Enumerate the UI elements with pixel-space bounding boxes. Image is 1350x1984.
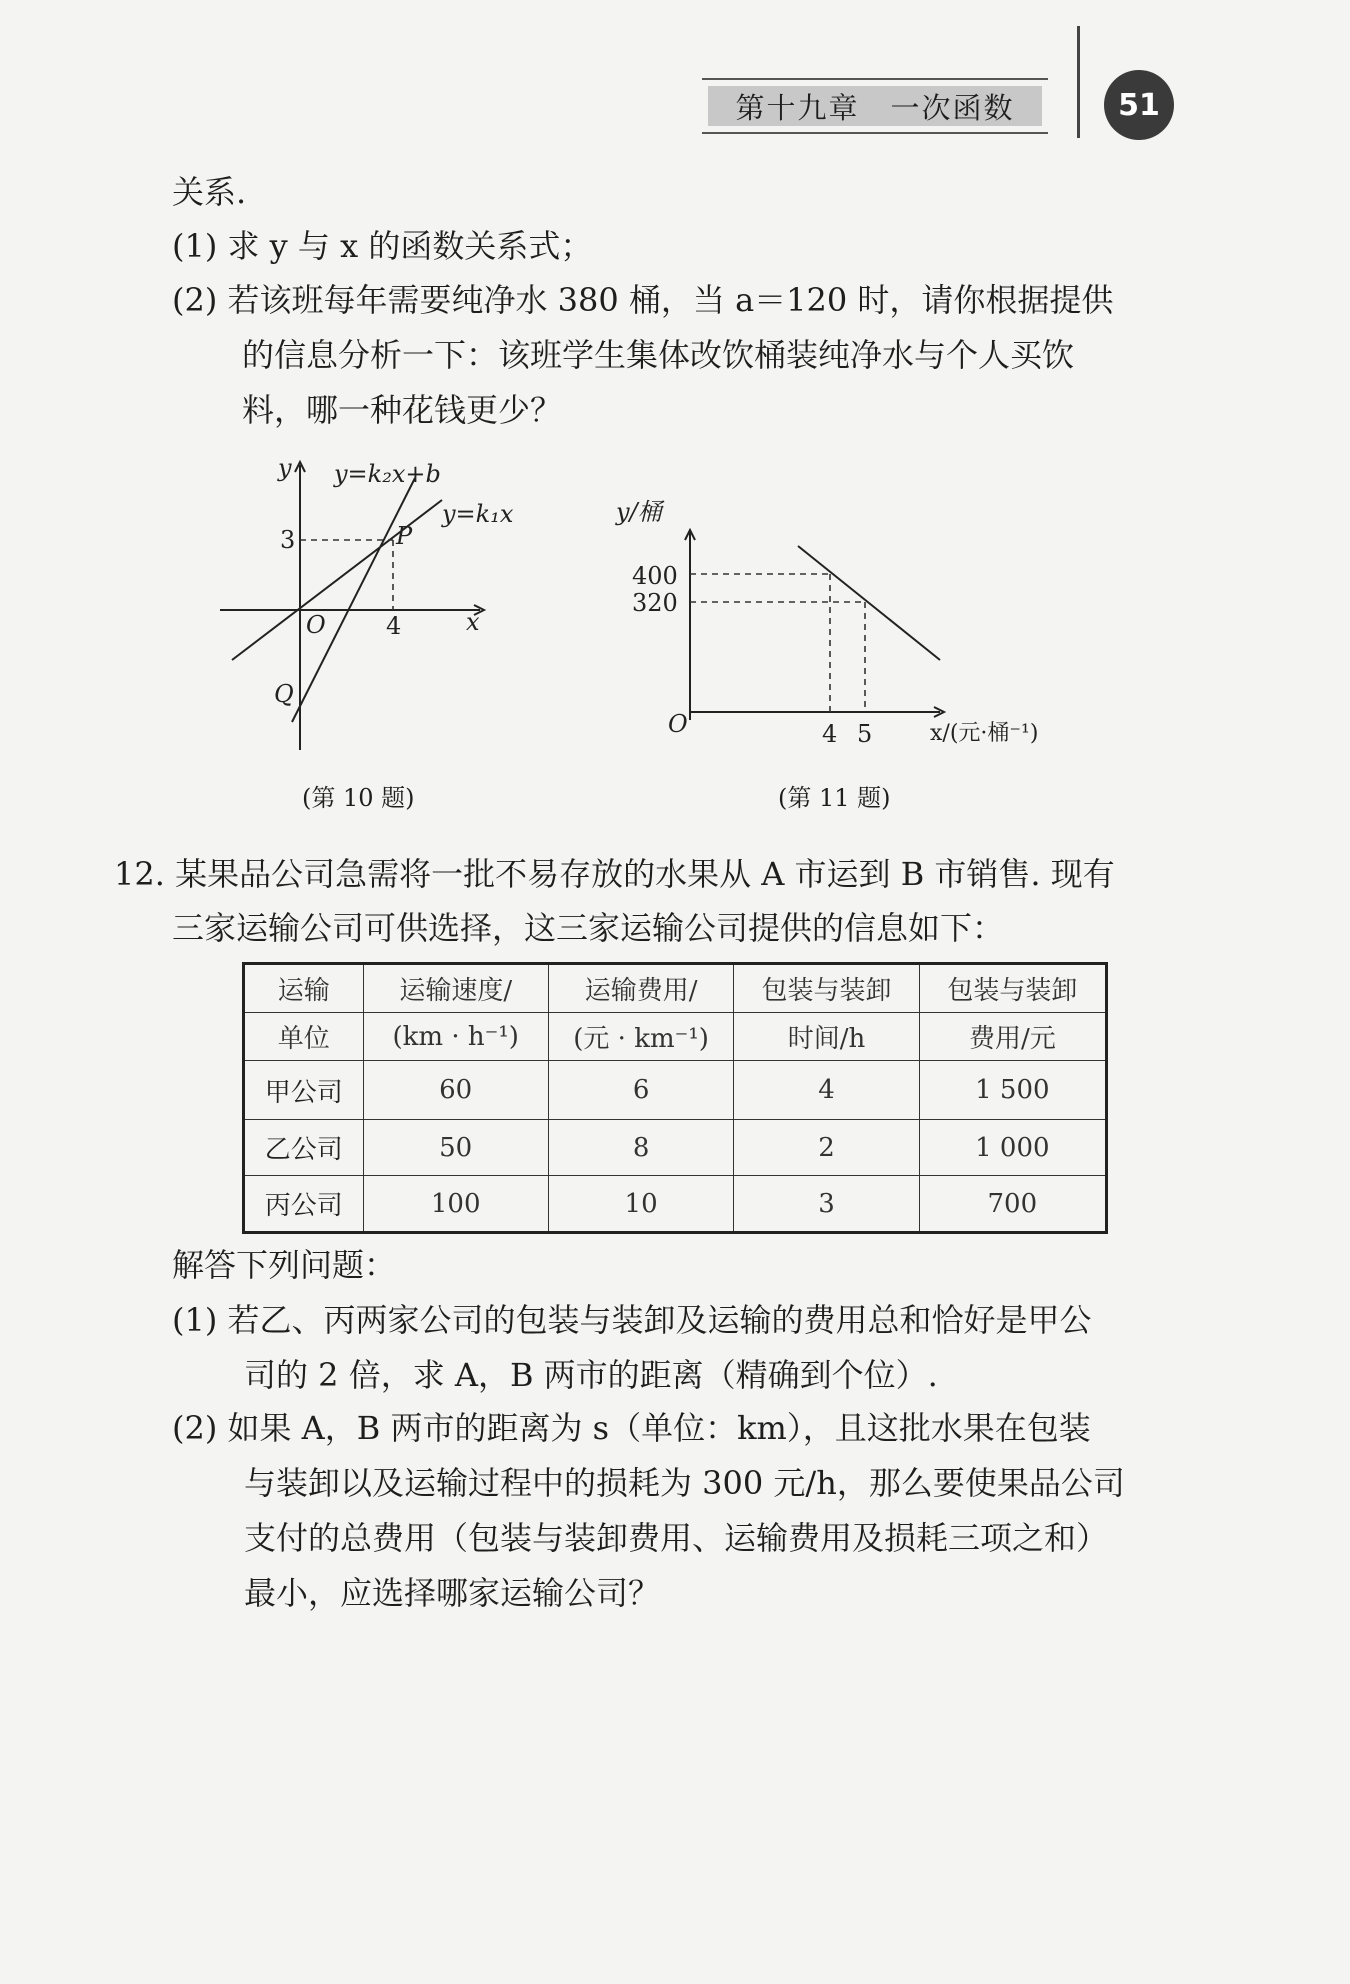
table-cell: 甲公司 — [244, 1061, 364, 1120]
table-header-cell: 运输 — [244, 964, 364, 1013]
fig11-tick-320: 320 — [632, 589, 678, 617]
fig10-caption: (第 10 题) — [302, 784, 415, 812]
fig11-tick-5: 5 — [857, 720, 873, 748]
fig11-label-O: O — [668, 710, 688, 738]
table-cell: 6 — [548, 1061, 733, 1120]
q12-part2-line4: 最小，应选择哪家运输公司？ — [244, 1574, 661, 1612]
fig11-label-y: y/桶 — [616, 498, 662, 526]
table-cell: 1 500 — [919, 1061, 1106, 1120]
fig10-label-O: O — [306, 611, 326, 639]
q-prev-line1: 关系. — [172, 173, 247, 211]
figure-11 — [610, 490, 1080, 760]
table-header-row-bottom — [244, 1013, 1107, 1061]
table-header-cell: 运输费用/ — [548, 964, 733, 1013]
q12-part2-line1: (2) 如果 A，B 两市的距离为 s（单位：km），且这批水果在包装 — [172, 1409, 1091, 1447]
transport-table — [242, 962, 1108, 1234]
page-number-badge — [1104, 70, 1174, 140]
table-row — [244, 1176, 1107, 1233]
table-header-cell: 单位 — [244, 1013, 364, 1061]
fig10-tick-4: 4 — [386, 612, 402, 640]
table-cell: 8 — [548, 1120, 733, 1176]
fig10-label-Q: Q — [274, 680, 294, 708]
table-cell: 100 — [363, 1176, 548, 1233]
table-header-cell: 费用/元 — [919, 1013, 1106, 1061]
fig10-label-line1: y=k₁x — [442, 500, 514, 528]
fig11-tick-4: 4 — [822, 720, 838, 748]
chapter-title: 第十九章 一次函数 — [735, 90, 1015, 125]
q12-part2-line3: 支付的总费用（包装与装卸费用、运输费用及损耗三项之和） — [244, 1519, 1109, 1557]
table-cell: 700 — [919, 1176, 1106, 1233]
header-divider — [1077, 26, 1080, 138]
table-cell: 50 — [363, 1120, 548, 1176]
table-row — [244, 1120, 1107, 1176]
q-prev-part2-line2: 的信息分析一下：该班学生集体改饮桶装纯净水与个人买饮 — [242, 336, 1075, 374]
table-cell: 10 — [548, 1176, 733, 1233]
q12-line1: 12. 某果品公司急需将一批不易存放的水果从 A 市运到 B 市销售. 现有 — [114, 855, 1115, 893]
table-header-cell: (元 · km⁻¹) — [548, 1013, 733, 1061]
table-row — [244, 1061, 1107, 1120]
q12-part1-line1: (1) 若乙、丙两家公司的包装与装卸及运输的费用总和恰好是甲公 — [172, 1301, 1092, 1339]
fig10-tick-3: 3 — [280, 526, 296, 554]
page-number: 51 — [1118, 87, 1160, 123]
fig11-tick-400: 400 — [632, 562, 678, 590]
table-header-cell: (km · h⁻¹) — [363, 1013, 548, 1061]
table-header-cell: 运输速度/ — [363, 964, 548, 1013]
q12-line2: 三家运输公司可供选择，这三家运输公司提供的信息如下： — [172, 909, 1005, 947]
table-header-cell: 包装与装卸 — [734, 964, 919, 1013]
table-cell: 1 000 — [919, 1120, 1106, 1176]
q-prev-part2-line1: (2) 若该班每年需要纯净水 380 桶，当 a＝120 时，请你根据提供 — [172, 281, 1114, 319]
table-cell: 60 — [363, 1061, 548, 1120]
q12-part2-line2: 与装卸以及运输过程中的损耗为 300 元/h，那么要使果品公司 — [244, 1464, 1125, 1502]
table-cell: 3 — [734, 1176, 919, 1233]
table-header-row-top — [244, 964, 1107, 1013]
table-header-cell: 包装与装卸 — [919, 964, 1106, 1013]
q-prev-part2-line3: 料，哪一种花钱更少？ — [242, 391, 563, 429]
table-cell: 乙公司 — [244, 1120, 364, 1176]
fig10-label-x: x — [466, 608, 480, 636]
q-prev-part1: (1) 求 y 与 x 的函数关系式； — [172, 227, 593, 265]
q12-part1-line2: 司的 2 倍，求 A，B 两市的距离（精确到个位）. — [244, 1356, 938, 1394]
table-cell: 2 — [734, 1120, 919, 1176]
table-header-cell: 时间/h — [734, 1013, 919, 1061]
chapter-header — [702, 78, 1048, 134]
table-cell: 4 — [734, 1061, 919, 1120]
fig10-label-P: P — [396, 522, 413, 550]
fig10-label-y: y — [278, 454, 292, 482]
q12-answer-intro: 解答下列问题： — [172, 1246, 397, 1284]
fig11-demand-line — [798, 546, 940, 660]
fig10-label-line2: y=k₂x+b — [334, 460, 441, 488]
table-cell: 丙公司 — [244, 1176, 364, 1233]
fig11-caption: (第 11 题) — [778, 784, 891, 812]
figure-10 — [210, 450, 520, 760]
fig11-label-x: x/(元·桶⁻¹) — [930, 721, 1039, 746]
